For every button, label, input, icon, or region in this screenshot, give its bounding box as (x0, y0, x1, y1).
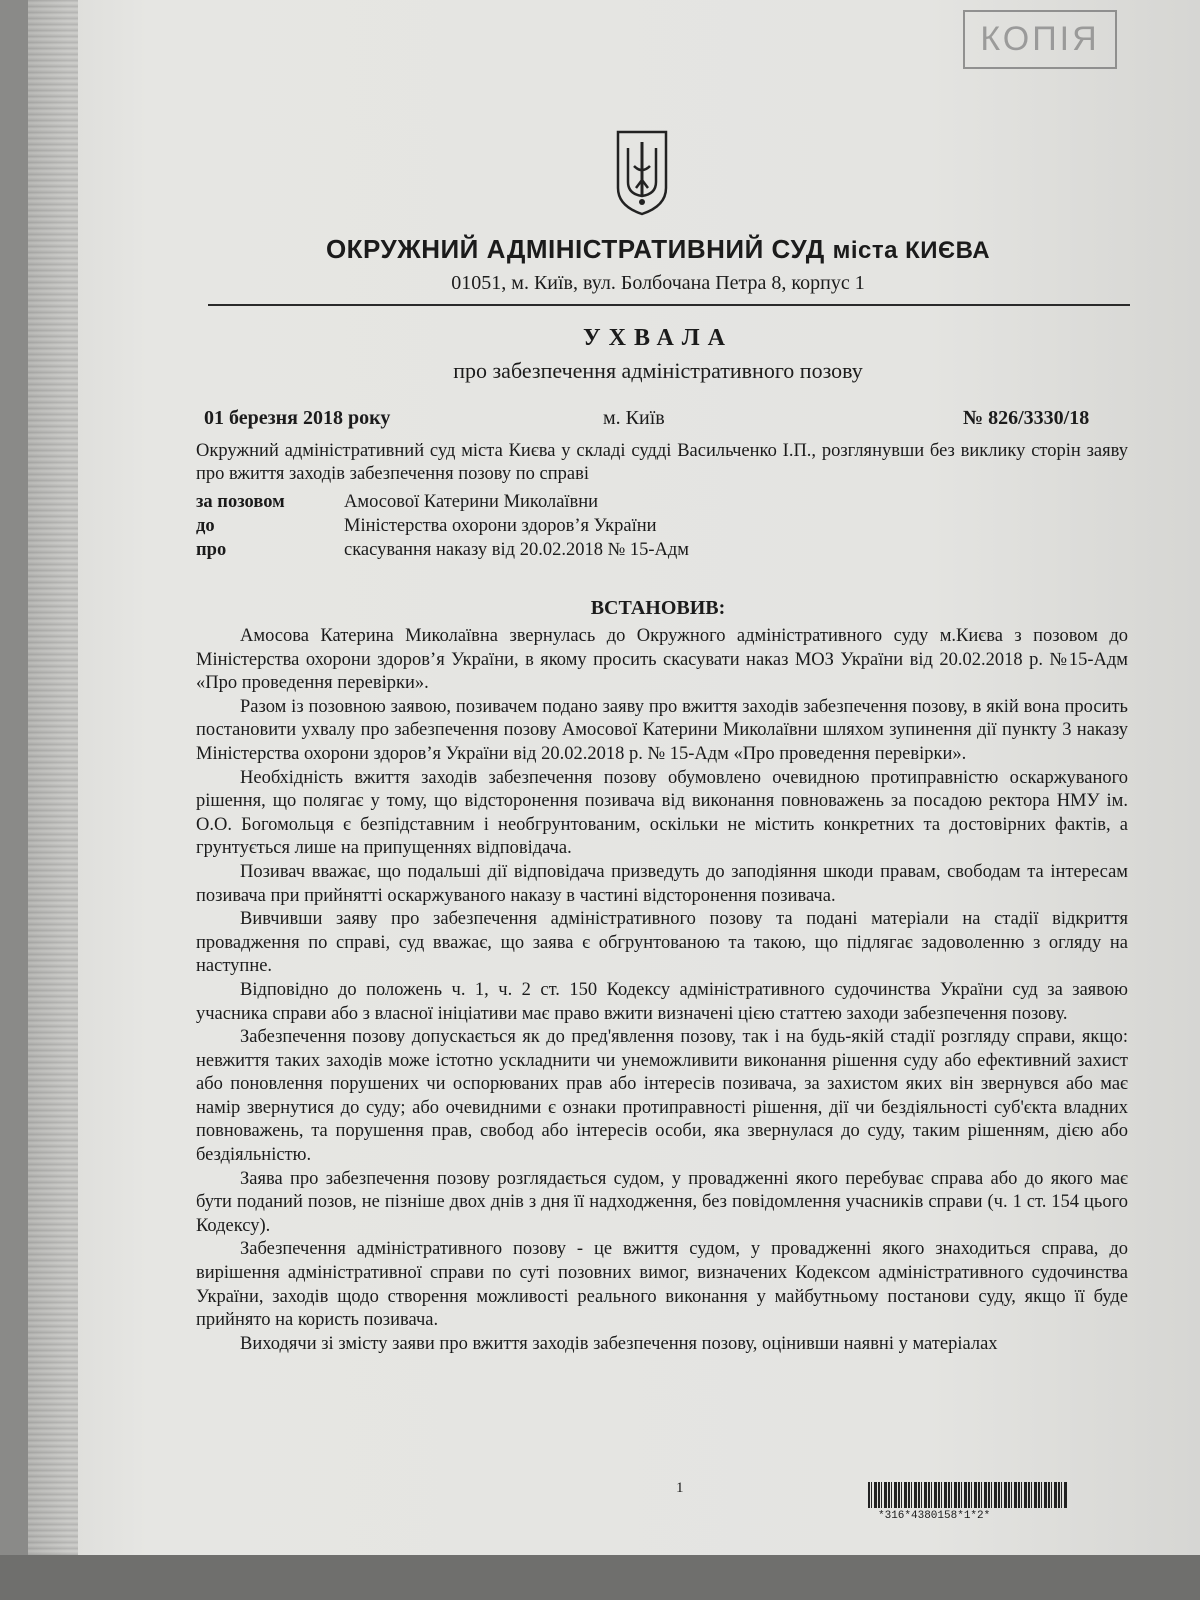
party-value: Міністерства охорони здоров’я України (344, 516, 657, 536)
party-role: про (196, 540, 227, 560)
court-address: 01051, м. Київ, вул. Болбочана Петра 8, корпус 1 (451, 272, 865, 294)
document-title: УХВАЛА (583, 325, 733, 351)
body-paragraph: Позивач вважає, що подальші дії відповідача призведуть до заподіяння шкоди правам, свободам та інтересам позивача при прийнятті оскаржуваного наказу в частині відсторонення позивача. (196, 861, 1128, 906)
trident-icon (612, 126, 672, 218)
party-row (196, 538, 689, 562)
court-name-city: міста КИЄВА (832, 237, 991, 264)
body-paragraph: Заява про забезпечення позову розглядається судом, у провадженні якого перебуває справа або до якого має бути поданий позов, не пізніше двох днів з дня її надходження, без повідомлення учасників справи (ч. 1 ст. 154 цього Кодексу). (196, 1168, 1128, 1236)
body-paragraph: Вивчивши заяву про забезпечення адміністративного позову та подані матеріали на стадії відкриття провадження по справі, суд вважає, що заява є обгрунтованою та такою, що підлягає задоволенню з огляду на наступне. (196, 909, 1128, 977)
party-role: за позовом (196, 492, 285, 512)
document-city: м. Київ (603, 407, 665, 429)
party-role: до (196, 516, 215, 536)
party-value: Амосової Катерини Миколаївни (344, 492, 599, 512)
party-row (196, 514, 689, 538)
body-paragraph: Разом із позовною заявою, позивачем подано заяву про вжиття заходів забезпечення позову, в якій вона просить постановити ухвалу про забезпечення позову Амосової Катерини Миколаївни шляхом зупинення дії пункту 3 наказу Міністерства охорони здоров’я України від 20.02.2018 р. № 15-Адм «Про проведення перевірки». (196, 696, 1128, 764)
court-name-main: ОКРУЖНИЙ АДМІНІСТРАТИВНИЙ СУД (325, 234, 825, 264)
header-divider (208, 304, 1130, 306)
body-paragraph: Забезпечення позову допускається як до пред'явлення позову, так і на будь-якій стадії розгляду справи, якщо: невжиття таких заходів може істотно ускладнити чи унеможливити виконання рішення суду або ефективний захист або поновлення порушених чи оспорюваних прав або інтересів позивача, за захистом яких він звернувся або має намір звернутися до суду; або очевидними є ознаки протиправності рішення, дії чи бездіяльності суб'єкта владних повноважень, та порушення прав, свобод або інтересів особи, яка звернулася до суду, таким рішенням, дією або бездіяльністю. (196, 1027, 1128, 1166)
body-paragraph: Забезпечення адміністративного позову - це вжиття судом, у провадженні якого знаходиться справа, до вирішення адміністративної справи по суті позовних вимог, визначених Кодексом адміністративного судочинства України, заходів щодо створення можливості реального виконання у майбутньому постанови суду, якщо її буде прийнято на користь позивача. (196, 1239, 1128, 1331)
party-row (196, 490, 689, 514)
intro-paragraph: Окружний адміністративний суд міста Києва у складі судді Васильченко І.П., розглянувши без виклику сторін заяву про вжиття заходів забезпечення позову по справі (196, 441, 1128, 484)
body-paragraph: Необхідність вжиття заходів забезпечення позову обумовлено очевидною протиправністю оскаржуваного рішення, що полягає у тому, що відсторонення позивача від виконання повноважень за посадою ректора НМУ ім. О.О. Богомольця є безпідставним і необгрунтованим, оскільки не містить конкретних та достовірних фактів, а грунтується лише на припущеннях відповідача. (196, 767, 1128, 859)
document-date: 01 березня 2018 року (204, 407, 391, 429)
party-value: скасування наказу від 20.02.2018 № 15-Адм (344, 540, 690, 560)
section-title: ВСТАНОВИВ: (590, 597, 726, 619)
scan-shadow (28, 0, 78, 1600)
body-paragraph: Амосова Катерина Миколаївна звернулась до Окружного адміністративного суду м.Києва з позовом до Міністерства охорони здоров’я України, в якому просить скасувати наказ МОЗ України від 20.02.2018 р. №15-Адм «Про проведення перевірки». (196, 626, 1128, 694)
barcode (868, 1482, 1068, 1508)
case-number: № 826/3330/18 (963, 407, 1090, 429)
body-paragraph: Виходячи зі змісту заяви про вжиття заходів забезпечення позову, оцінивши наявні у матеріалах (240, 1333, 998, 1354)
barcode-text: *316*4380158*1*2* (878, 1510, 991, 1522)
document-page (28, 0, 1200, 1600)
copy-stamp: КОПІЯ (963, 10, 1117, 69)
parties-list (196, 490, 689, 562)
document-subtitle: про забезпечення адміністративного позову (453, 358, 863, 383)
body-paragraph: Відповідно до положень ч. 1, ч. 2 ст. 150 Кодексу адміністративного судочинства України суд за заявою учасника справи або з власної ініціативи має право вжити визначені цією статтею заходи забезпечення позову. (196, 979, 1128, 1024)
page-number: 1 (676, 1480, 684, 1496)
scan-bottom-edge (0, 1555, 1200, 1600)
court-name (208, 234, 1108, 265)
document-body (196, 625, 1128, 1356)
